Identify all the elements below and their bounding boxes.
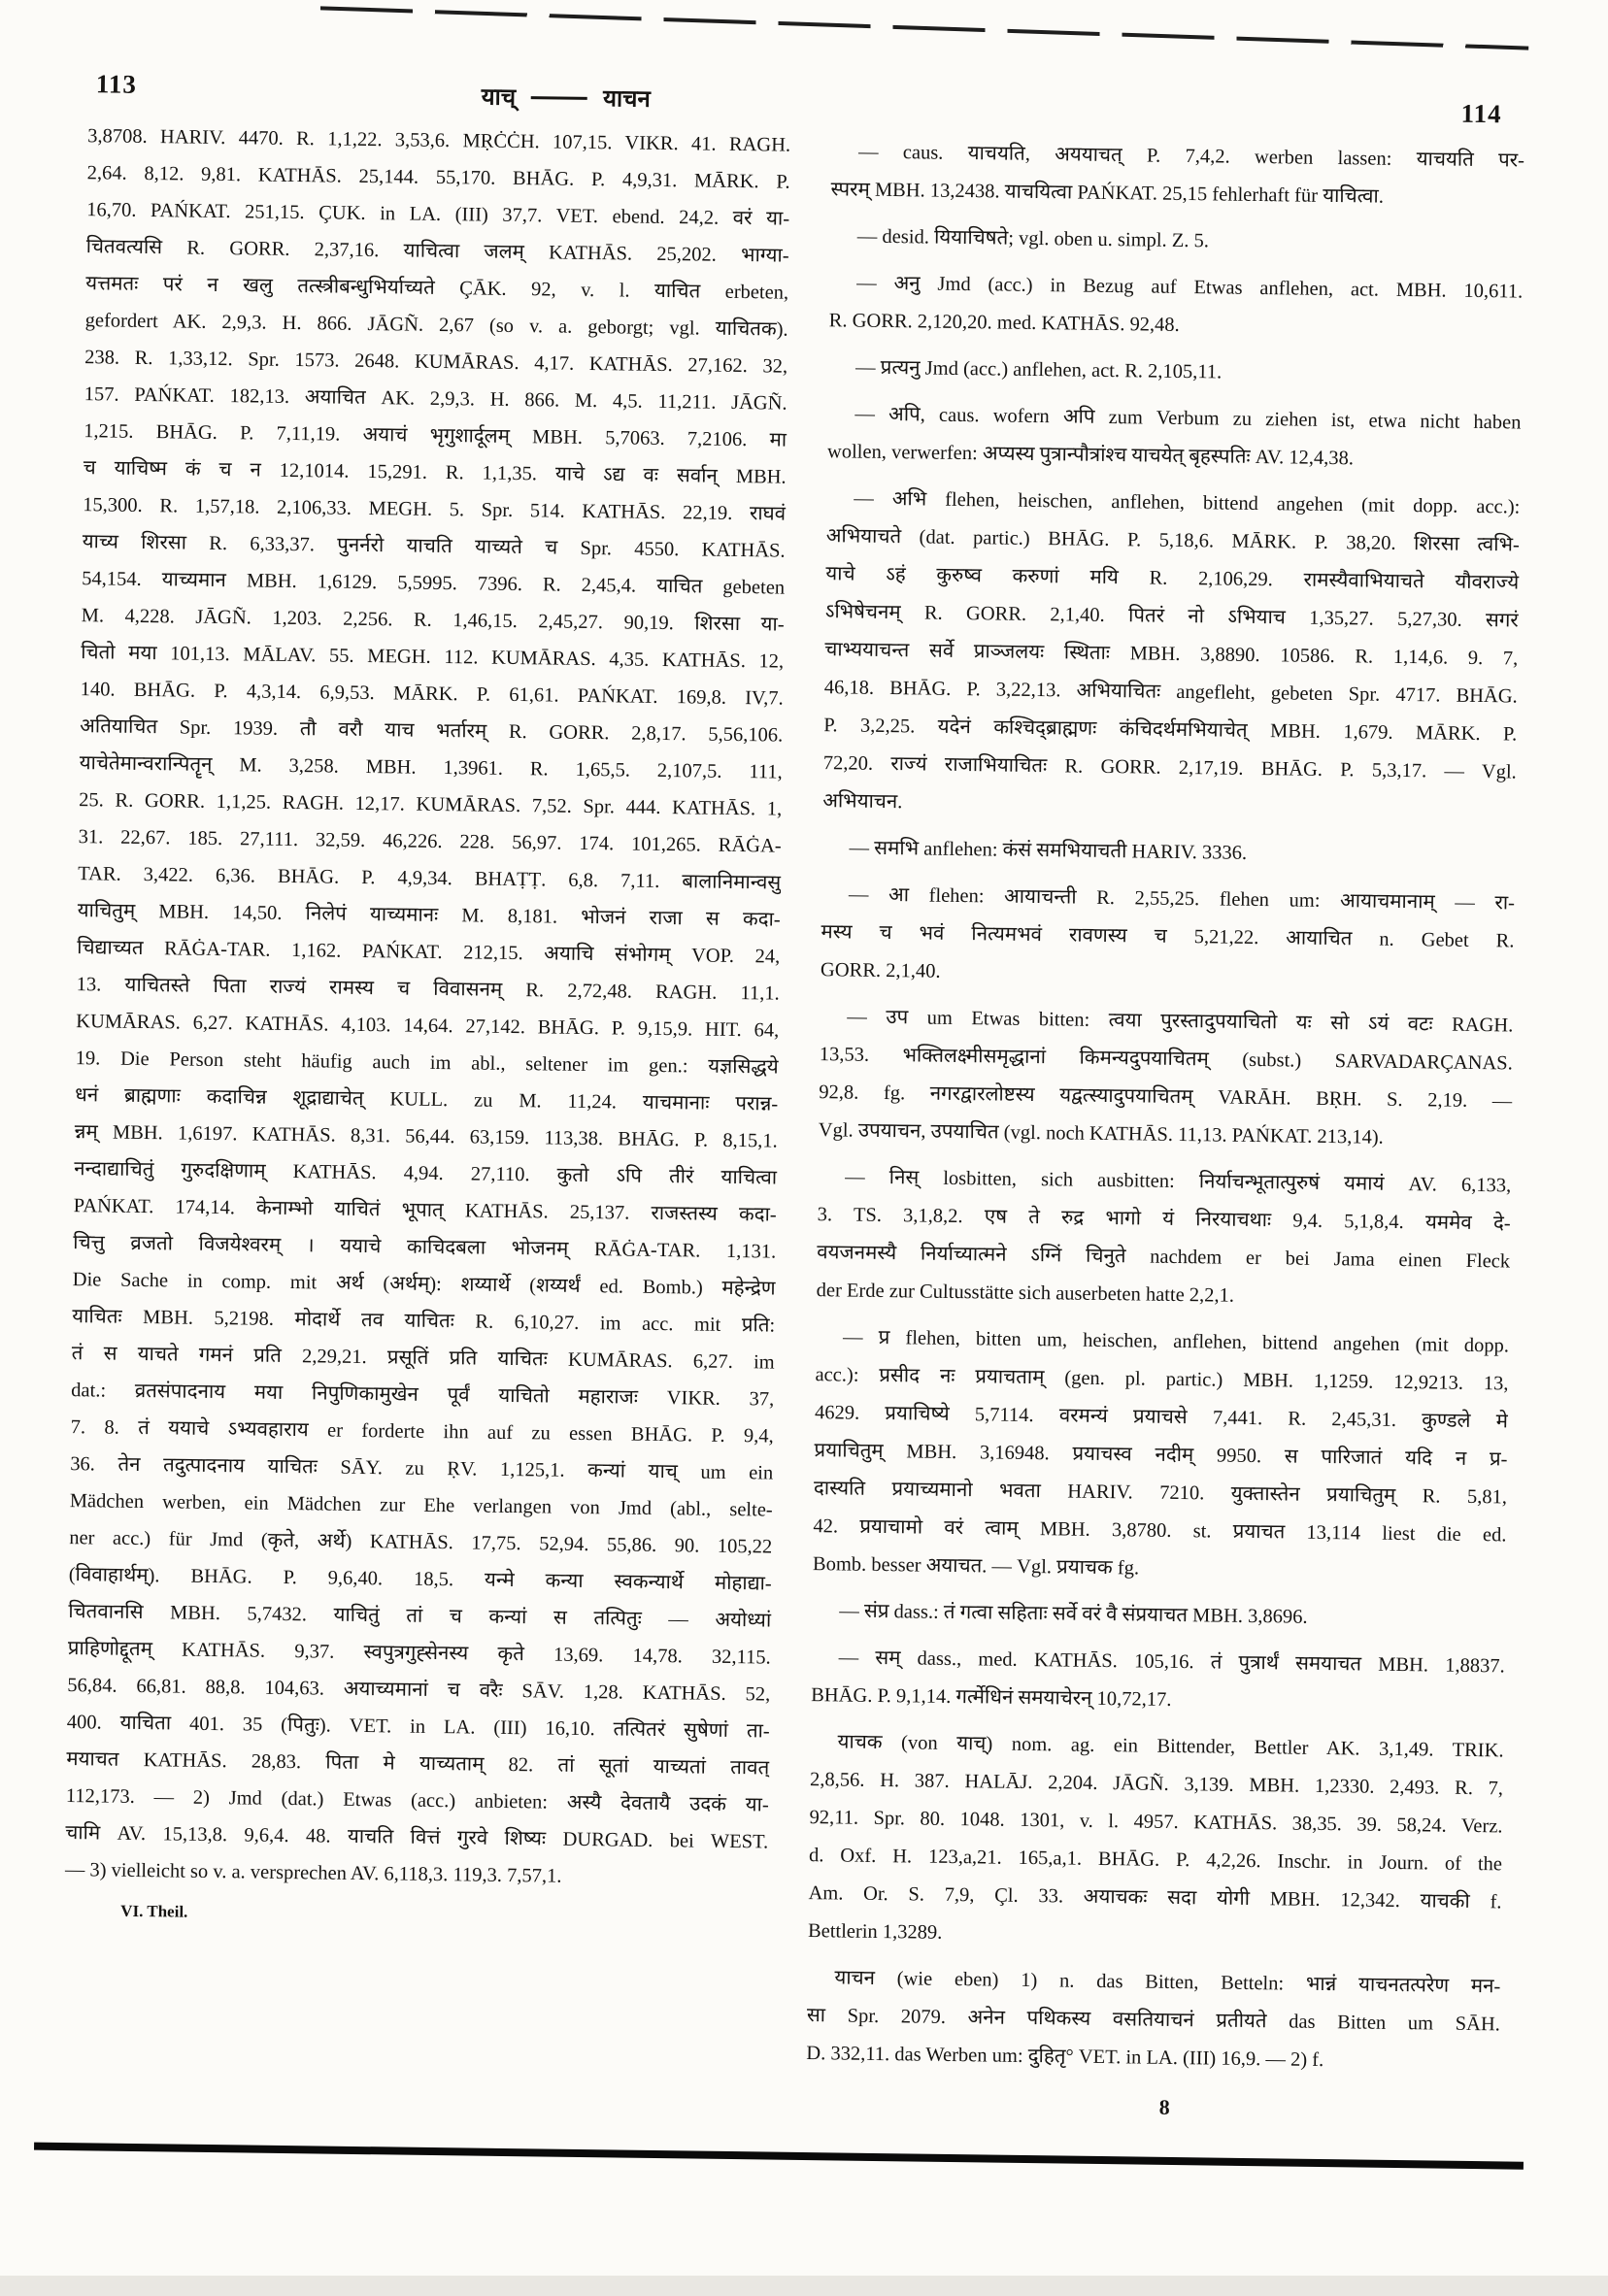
text-line: चितवत्यसि R. GORR. 2,37,16. याचित्वा जलम् KATHĀS. 25,202. भाग्या- — [85, 236, 789, 267]
text-line: 92,8. fg. नगरद्वारलोष्टस्य यद्वत्स्यादुपयाचितम् VARĀH. BṚH. S. 2,19. — — [819, 1081, 1513, 1113]
dictionary-paragraph — [830, 217, 1524, 264]
text-line: 2,64. 8,12. 9,81. KATHĀS. 25,144. 55,170. BHĀG. P. 4,9,31. MĀRK. P. — [86, 162, 790, 193]
running-head — [482, 80, 652, 114]
text-line: चाभ्ययाचन्त सर्वे प्राञ्जलयः स्थिताः MBH. 3,8890. 10586. R. 1,14,6. 9. 7, — [824, 639, 1519, 670]
text-line: सा Spr. 2079. अनेन पथिकस्य वसतियाचनं प्रतीयते das Bitten um SĀH. — [806, 2005, 1500, 2036]
text-line: अभियाचते (dat. partic.) BHĀG. P. 5,18,6. MĀRK. P. 38,20. शिरसा त्वभि- — [825, 525, 1520, 556]
text-line: — desid. यियाचिषते; vgl. oben u. simpl. Z. 5. — [856, 225, 1210, 252]
text-line: प्राहिणोद्दूतम् KATHĀS. 9,37. स्वपुत्रगुह्सेनस्य कृते 13,69. 14,78. 32,115. — [67, 1638, 771, 1669]
dictionary-paragraph — [827, 395, 1522, 480]
text-line: 15,300. R. 1,57,18. 2,106,33. MEGH. 5. Spr. 514. KATHĀS. 22,19. राघवं — [83, 494, 787, 525]
text-line: ner acc.) für Jmd (कृते, अर्थे) KATHĀS. 17,75. 52,94. 55,86. 90. 105,22 — [69, 1527, 773, 1558]
text-line: der Erde zur Cultusstätte sich auserbeten hatte 2,2,1. — [816, 1280, 1235, 1307]
text-line: अभियाचन. — [822, 790, 903, 814]
text-line: — अभि flehen, heischen, anflehen, bittend angehen (mit dopp. acc.): — [854, 487, 1521, 518]
text-line: — caus. याचयति, अययाचत् P. 7,4,2. werben lassen: याचयति पर- — [857, 141, 1525, 172]
text-line: 1,215. BHĀG. P. 7,11,19. अयाचं भृगुशार्दूलम् MBH. 5,7063. 7,2106. मा — [84, 420, 787, 451]
dictionary-paragraph — [813, 1318, 1510, 1592]
text-line: wollen, verwerfen: अप्यस्य पुत्रान्पौत्रांश्च याचयेत् बृहस्पतिः AV. 12,4,38. — [826, 441, 1355, 470]
text-line: 42. प्रयाचामो वरं त्वाम् MBH. 3,8780. st. प्रयाचत 13,114 liest die ed. — [813, 1515, 1507, 1547]
running-head-dash-rule — [531, 96, 587, 100]
text-line: GORR. 2,1,40. — [820, 959, 941, 982]
text-line: — उप um Etwas bitten: त्वया पुरस्तादुपयाचितो यः सो ऽयं वटः RAGH. — [847, 1006, 1514, 1037]
text-line: Die Sache in comp. mit अर्थ (अर्थम्): शय्यार्थे (शय्यर्थं ed. Bomb.) महेन्द्रेण — [72, 1269, 776, 1300]
text-line: dat.: व्रतसंपादनाय मया निपुणिकामुखेन पूर्वं याचितो महाराजः VIKR. 37, — [71, 1380, 775, 1411]
text-line: प्रयाचितुम् MBH. 3,16948. प्रयाचस्व नदीम् 9950. स पारिजातं यदि न प्र- — [814, 1440, 1508, 1471]
sheet-signature: 8 — [1158, 2094, 1170, 2119]
text-line: 3,8708. HARIV. 4470. R. 1,1,22. 3,53,6. MṚĊĊH. 107,15. VIKR. 41. RAGH. — [87, 125, 791, 156]
text-line: Bomb. besser अयाचत. — Vgl. प्रयाचक fg. — [812, 1553, 1140, 1580]
text-line: — संप्र dass.: तं गत्वा सहिताः सर्वे वरं वै संप्रयाचत MBH. 3,8696. — [839, 1600, 1308, 1628]
text-line: 7. 8. तं ययाचे ऽभ्यवहाराय er forderte ihn auf zu essen BHĀG. P. 9,4, — [70, 1416, 774, 1447]
text-line: चितो मया 101,13. MĀLAV. 55. MEGH. 112. KUMĀRAS. 4,35. KATHĀS. 12, — [81, 642, 785, 673]
text-line: 46,18. BHĀG. P. 3,22,13. अभियाचितः angefleht, gebeten Spr. 4717. BHĀG. — [823, 677, 1518, 708]
text-line: 56,84. 66,81. 88,8. 104,63. अयाच्यमानां च वरैः SĀV. 1,28. KATHĀS. 52, — [67, 1675, 771, 1706]
text-line: अतियाचित Spr. 1939. तौ वरौ याच भर्तारम् R. GORR. 2,8,17. 5,56,106. — [80, 715, 784, 747]
text-line: चिद्याच्यत RĀĠA-TAR. 1,162. PAŃKAT. 212,15. अयाचि संभोगम् VOP. 24, — [77, 937, 781, 968]
text-line: याचक (von याच्) nom. ag. ein Bittender, Bettler AK. 3,1,49. TRIK. — [837, 1731, 1504, 1762]
text-line: स्परम् MBH. 13,2438. याचयित्वा PAŃKAT. 25,15 fehlerhaft für याचित्वा. — [830, 179, 1385, 208]
text-line: 72,20. राज्यं राजाभियाचितः R. GORR. 2,17,19. BHĀG. P. 5,3,17. — Vgl. — [822, 752, 1517, 783]
left-column — [65, 117, 791, 1897]
text-line: 238. R. 1,33,12. Spr. 1573. 2648. KUMĀRAS. 4,17. KATHĀS. 27,162. 32, — [84, 347, 788, 378]
text-line: gefordert AK. 2,9,3. H. 866. JĀGÑ. 2,67 (so v. a. geborgt; vgl. याचितक). — [84, 310, 788, 341]
text-line: याचितः MBH. 5,2198. मोदार्थे तव याचितः R. 6,10,27. im acc. mit प्रति: — [72, 1306, 776, 1337]
text-line: न्नम् MBH. 1,6197. KATHĀS. 8,31. 56,44. 63,159. 113,38. BHĀG. P. 8,15,1. — [74, 1121, 778, 1152]
text-line: d. Oxf. H. 123,a,21. 165,a,1. BHĀG. P. 4,2,26. Inschr. in Journ. of the — [808, 1845, 1503, 1876]
text-line: याचे ऽहं कुरुष्व करुणां मयि R. 2,106,29. रामस्यैवाभियाचते यौवराज्ये — [825, 563, 1520, 594]
text-line: मयाचत KATHĀS. 28,83. पिता मे याच्यताम् 82. तां सूतां याच्यतां तावत् — [66, 1748, 770, 1780]
right-column — [806, 133, 1524, 2090]
text-line: — 3) vielleicht so v. a. versprechen AV. 6,118,3. 119,3. 7,57,1. — [64, 1859, 562, 1887]
text-line: Vgl. उपयाचन, उपयाचित (vgl. noch KATHĀS. 11,13. PAŃKAT. 213,14). — [818, 1119, 1384, 1148]
text-line: PAŃKAT. 174,14. केनाम्भो याचितं भूपात् KATHĀS. 25,137. राजस्तस्य कदा- — [73, 1195, 777, 1226]
text-line: KUMĀRAS. 6,27. KATHĀS. 4,103. 14,64. 27,142. BHĀG. P. 9,15,9. HIT. 64, — [76, 1011, 780, 1042]
text-line: याचन (wie eben) 1) n. das Bitten, Betteln: भान्नं याचनतत्परेण मन- — [834, 1967, 1501, 1998]
text-line: 19. Die Person steht häufig auch im abl., seltener im gen.: यज्ञसिद्धये — [75, 1048, 779, 1079]
dictionary-paragraph — [811, 1639, 1505, 1723]
text-line: याचेतेमान्वरान्पितॄन् M. 3,258. MBH. 1,3961. R. 1,65,5. 2,107,5. 111, — [79, 752, 783, 783]
text-line: च याचिष्म कं च न 12,1014. 15,291. R. 1,1,35. याचे ऽद्य वः सर्वान् MBH. — [83, 457, 787, 488]
dictionary-paragraph — [828, 264, 1523, 349]
text-line: 4629. प्रयाचिष्ये 5,7114. वरमन्यं प्रयाचसे 7,441. R. 2,45,31. कुण्डले मे — [814, 1402, 1509, 1433]
dictionary-paragraph — [819, 998, 1514, 1158]
page-number-left: 113 — [95, 69, 138, 99]
text-line: BHĀG. P. 9,1,14. गर्त्मेधिनं समयाचेरन् 10,72,17. — [811, 1684, 1172, 1711]
text-line: (विवाहार्थम्). BHĀG. P. 9,6,40. 18,5. यन्मे कन्या स्वकन्यार्थे मोहाद्या- — [68, 1564, 772, 1595]
text-line: चामि AV. 15,13,8. 9,6,4. 48. याचति वित्तं गुरवे शिष्यः DURGAD. bei WEST. — [65, 1822, 769, 1853]
text-line: — आ flehen: आयाचन्ती R. 2,55,25. flehen um: आयाचमानाम् — रा- — [848, 883, 1516, 915]
text-line: तं स याचते गमनं प्रति 2,29,21. प्रसूतिं प्रति याचितः KUMĀRAS. 6,27. im — [71, 1343, 775, 1374]
text-line: Bettlerin 1,3289. — [807, 1920, 943, 1944]
text-line: — प्रत्यनु Jmd (acc.) anflehen, act. R. 2,105,11. — [854, 356, 1223, 383]
text-line: — निस् losbitten, sich ausbitten: निर्याचन्भूतात्पुरुषं यमायं AV. 6,133, — [845, 1166, 1512, 1197]
dictionary-paragraph — [808, 1723, 1504, 1959]
dictionary-paragraph — [816, 1158, 1511, 1318]
text-line: — समभि anflehen: कंसं समभियाचती HARIV. 3336. — [849, 837, 1248, 864]
text-line: चित्तु व्रजतो विजयेश्वरम् । ययाचे काचिदबला भोजनम् RĀĠA-TAR. 1,131. — [73, 1232, 777, 1263]
text-line: R. GORR. 2,120,20. med. KATHĀS. 92,48. — [828, 310, 1180, 336]
text-line: ऽभिषेचनम् R. GORR. 2,1,40. पितरं नो ऽभियाच 1,35,27. 5,27,30. सगरं — [824, 601, 1519, 632]
text-line: 3. TS. 3,1,8,2. एष ते रुद्र भागो यं निरयाचथाः 9,4. 5,1,8,4. यममेव दे- — [817, 1204, 1511, 1235]
text-line: 54,154. याच्यमान MBH. 1,6129. 5,5995. 7396. R. 2,45,4. याचित gebeten — [82, 568, 786, 599]
text-line: मस्य च भवं नित्यमभवं रावणस्य च 5,21,22. आयाचित n. Gebet R. — [821, 921, 1515, 952]
dictionary-paragraph — [806, 1959, 1500, 2081]
text-line: 13,53. भक्तिलक्ष्मीसमृद्धानां किमन्यदुपयाचितम् (subst.) SARVADARÇANAS. — [819, 1044, 1513, 1075]
text-line: acc.): प्रसीद नः प्रयाचताम् (gen. pl. partic.) MBH. 1,1259. 12,9213. 13, — [815, 1364, 1509, 1395]
scan-top-edge-artifact — [320, 6, 1528, 50]
text-line: 92,11. Spr. 80. 1048. 1301, v. l. 4957. KATHĀS. 38,35. 39. 58,24. Verz. — [809, 1807, 1503, 1838]
dictionary-paragraph — [828, 349, 1522, 395]
text-line: 2,8,56. H. 387. HALĀJ. 2,204. JĀGÑ. 3,139. MBH. 1,2330. 2,493. R. 7, — [809, 1769, 1504, 1800]
volume-signature: VI. Theil. — [120, 1901, 188, 1921]
text-line: — अपि, caus. wofern अपि zum Verbum zu ziehen ist, etwa nicht haben — [854, 403, 1522, 434]
text-line: Mädchen werben, ein Mädchen zur Ehe verlangen von Jmd (abl., selte- — [69, 1490, 773, 1521]
text-line: 25. R. GORR. 1,1,25. RAGH. 12,17. KUMĀRAS. 7,52. Spr. 444. KATHĀS. 1, — [79, 789, 783, 820]
dictionary-paragraph — [812, 1592, 1505, 1639]
text-line: 400. याचिता 401. 35 (पितुः). VET. in LA. (III) 16,10. तत्पितरं सुषेणां ता- — [66, 1712, 770, 1743]
text-line: — प्र flehen, bitten um, heischen, anflehen, bittend angehen (mit dopp. — [842, 1326, 1510, 1357]
page-number-right: 114 — [1460, 98, 1502, 129]
dictionary-paragraph — [821, 829, 1515, 876]
text-line: नन्दाद्याचितुं गुरुदक्षिणाम् KATHĀS. 4,94. 27,110. कुतो ऽपि तीरं याचित्वा — [74, 1158, 778, 1189]
text-line: चितवानसि MBH. 5,7432. याचितुं तां च कन्यां स तत्पितुः — अयोध्यां — [68, 1601, 772, 1632]
text-line: — सम् dass., med. KATHĀS. 105,16. तं पुत्रार्थं समयाचत MBH. 1,8837. — [838, 1647, 1505, 1678]
text-line: P. 3,2,25. यदेनं कश्चिद्ब्राह्मणः कंचिदर्थमभियाचेत् MBH. 1,679. MĀRK. P. — [823, 715, 1518, 746]
dictionary-paragraph — [822, 480, 1521, 829]
text-line: 16,70. PAŃKAT. 251,15. ÇUK. in LA. (III) 37,7. VET. ebend. 24,2. वरं या- — [86, 199, 790, 230]
running-head-right-word: याचन — [602, 86, 651, 113]
text-line: यत्तमतः परं न खलु तत्स्त्रीबन्धुभिर्याच्यते ÇĀK. 92, v. l. याचित erbeten, — [85, 273, 789, 304]
text-line: दास्यति प्रयाच्यमानो भवता HARIV. 7210. युक्तास्तेन प्रयाचितुम् R. 5,81, — [813, 1478, 1508, 1509]
text-line: 140. BHĀG. P. 4,3,14. 6,9,53. MĀRK. P. 61,61. PAŃKAT. 169,8. IV,7. — [80, 679, 784, 710]
text-line: 31. 22,67. 185. 27,111. 32,59. 46,226. 228. 56,97. 174. 101,265. RĀĠA- — [78, 826, 782, 857]
text-line: 36. तेन तदुत्पादनाय याचितः SĀY. zu ṚV. 1,125,1. कन्यां याच् um ein — [70, 1453, 774, 1484]
running-head-left-word: याच् — [481, 84, 517, 111]
text-line: D. 332,11. das Werben um: दुहितृ° VET. in LA. (III) 16,9. — 2) f. — [806, 2043, 1324, 2072]
text-line: याच्य शिरसा R. 6,33,37. पुनर्नरो याचति याच्यते च Spr. 4550. KATHĀS. — [82, 531, 786, 562]
text-line: M. 4,228. JĀGÑ. 1,203. 2,256. R. 1,46,15. 2,45,27. 90,19. शिरसा या- — [81, 605, 785, 636]
text-line: वयजनमस्यै निर्याच्यात्मने ऽग्निं चिनुते nachdem er bei Jama einen Fleck — [817, 1242, 1511, 1273]
dictionary-paragraph — [821, 876, 1515, 998]
text-line: याचितुम् MBH. 14,50. निलेपं याच्यमानः M. 8,181. भोजनं राजा स कदा- — [77, 900, 781, 931]
dictionary-paragraph — [830, 133, 1524, 217]
text-line: — अनु Jmd (acc.) in Bezug auf Etwas anflehen, act. MBH. 10,611. — [856, 272, 1524, 303]
text-line: 13. याचितस्ते पिता राज्यं रामस्य च विवासनम् R. 2,72,48. RAGH. 11,1. — [76, 974, 780, 1005]
text-line: TAR. 3,422. 6,36. BHĀG. P. 4,9,34. BHAṬṬ. 6,8. 7,11. बालानिमान्वसु — [78, 863, 782, 894]
scan-bottom-edge-rule — [34, 2143, 1524, 2170]
text-line: Am. Or. S. 7,9, Çl. 33. अयाचकः सदा योगी MBH. 12,342. याचकी f. — [808, 1882, 1502, 1913]
text-line: 112,173. — 2) Jmd (dat.) Etwas (acc.) anbieten: अस्यै देवतायै उदकं या- — [65, 1785, 769, 1816]
text-line: 157. PAŃKAT. 182,13. अयाचित AK. 2,9,3. H. 866. M. 4,5. 11,211. JĀGÑ. — [84, 383, 787, 415]
text-line: धनं ब्राह्मणाः कदाचिन्न शूद्राद्याचेत् KULL. zu M. 11,24. याचमानाः परान्न- — [75, 1084, 779, 1115]
